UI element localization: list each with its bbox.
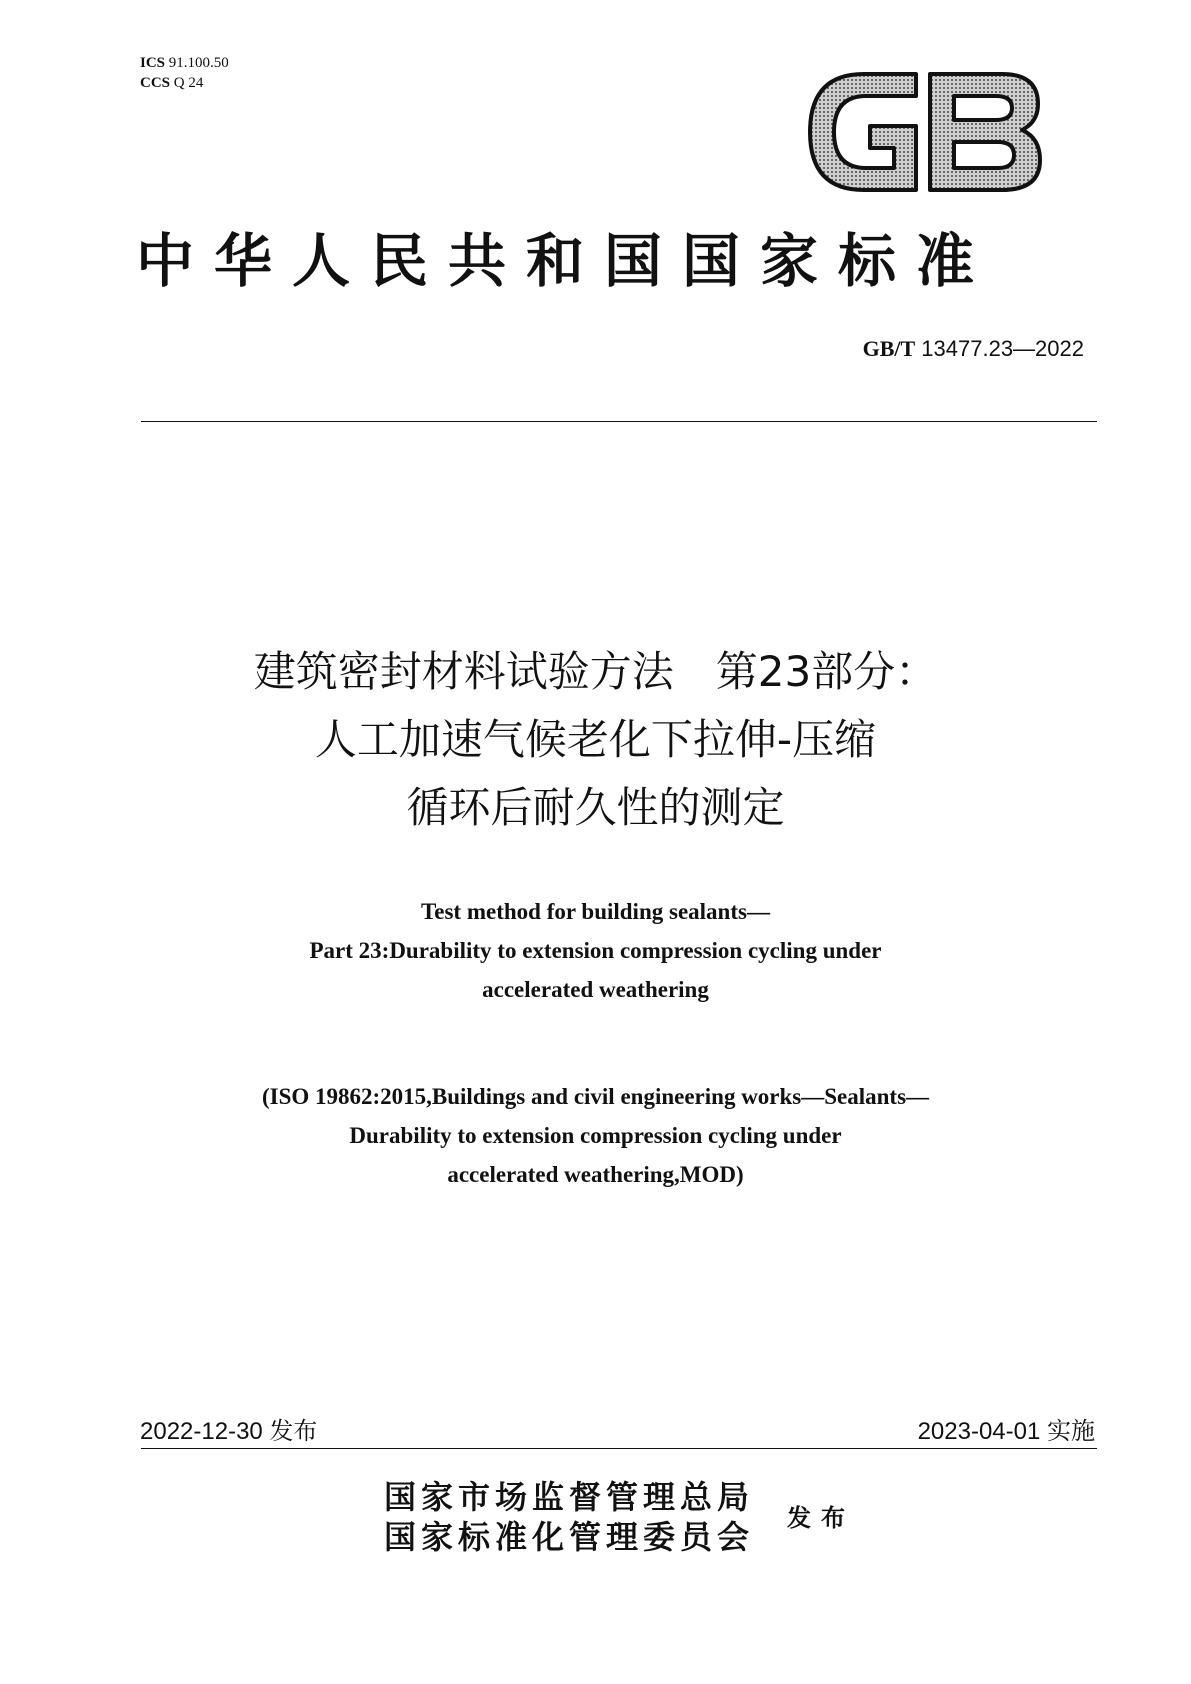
iso-reference-line: Durability to extension compression cycling under	[349, 1123, 842, 1148]
national-standard-title: 中华人民共和国国家标准	[136, 227, 995, 295]
english-title-line: Test method for building sealants—	[421, 899, 770, 924]
gb-logo-icon	[806, 70, 1042, 194]
top-divider	[141, 421, 1097, 422]
english-title-line: accelerated weathering	[482, 977, 709, 1002]
ccs-label: CCS	[140, 75, 171, 91]
issuer-name: 国家市场监督管理总局	[384, 1478, 755, 1516]
implementation-date: 2023-04-01 实施	[917, 1418, 1095, 1445]
ics-classification	[140, 54, 229, 73]
ccs-classification	[140, 74, 203, 93]
english-title-line: Part 23:Durability to extension compression cycling under	[309, 938, 882, 963]
issuing-authorities	[384, 1477, 754, 1557]
standard-number	[863, 336, 1084, 362]
iso-reference-line: (ISO 19862:2015,Buildings and civil engineering works—Sealants—	[261, 1084, 930, 1109]
ics-label: ICS	[140, 55, 166, 71]
iso-reference-line: accelerated weathering,MOD)	[447, 1162, 744, 1187]
chinese-title	[0, 642, 1191, 846]
chinese-title-line: 循环后耐久性的测定	[406, 783, 785, 832]
bottom-divider	[141, 1448, 1097, 1449]
english-title	[0, 892, 1191, 1009]
standard-number-prefix: GB/T	[862, 336, 916, 361]
standard-number-value: 13477.23—2022	[921, 336, 1084, 361]
chinese-title-line: 人工加速气候老化下拉伸-压缩	[314, 715, 877, 764]
issue-date: 2022-12-30 发布	[140, 1418, 318, 1445]
chinese-title-line: 建筑密封材料试验方法 第23部分：	[253, 647, 938, 696]
ccs-code: Q 24	[173, 75, 204, 91]
issue-label: 发布	[787, 1503, 855, 1532]
iso-reference	[0, 1077, 1191, 1194]
ics-code: 91.100.50	[168, 55, 229, 71]
issuer-name: 国家标准化管理委员会	[384, 1518, 755, 1556]
